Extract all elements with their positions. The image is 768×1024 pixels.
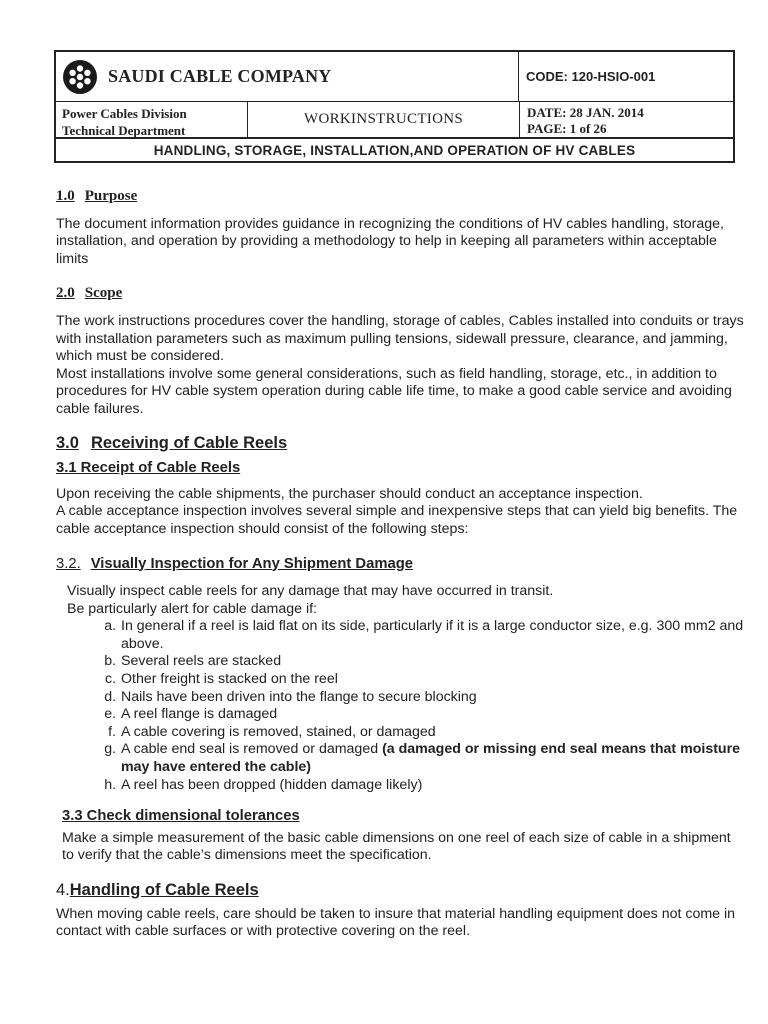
section-number: 3.0 — [56, 433, 79, 452]
section-receiving-heading — [56, 435, 746, 453]
subsection-visual-heading — [56, 556, 746, 574]
section-purpose-heading — [56, 188, 746, 206]
list-item: g. A cable end seal is removed or damaged (a damaged or missing end seal means that moisture may have entered the cable) — [120, 741, 746, 776]
section-title: Handling of Cable Reels — [69, 881, 259, 899]
section-number: 1.0 — [56, 188, 75, 204]
visual-intro: Visually inspect cable reels for any damage that may have occurred in transit. — [67, 583, 554, 600]
section-title: Receiving of Cable Reels — [90, 433, 288, 452]
section-title: Visually Inspection for Any Shipment Damage — [90, 555, 414, 572]
document-header — [54, 50, 735, 163]
visual-inspection-block — [56, 583, 746, 618]
document-code: CODE: 120-HSIO-001 — [526, 69, 656, 84]
document-type: WORKINSTRUCTIONS — [248, 102, 520, 137]
scope-paragraph: Most installations involve some general considerations, such as field handling, storage, etc., in addition to procedures for HV cable system operation during cable life time, to make a good cable service and avoiding cable failures. — [56, 365, 732, 417]
damage-checklist — [56, 618, 746, 794]
section-title: Scope — [84, 285, 123, 302]
list-item: e. A reel flange is damaged — [120, 706, 746, 724]
list-item: b. Several reels are stacked — [120, 653, 746, 671]
list-item: f. A cable covering is removed, stained, or damaged — [120, 724, 746, 742]
list-item-emphasis: (a damaged or missing end seal means that moisture may have entered the cable) — [121, 741, 741, 776]
date-page-cell — [520, 102, 733, 137]
receipt-paragraph: A cable acceptance inspection involves several simple and inexpensive steps that can yield big benefits. The cable acceptance inspection should consist of the following steps: — [56, 503, 738, 537]
division-name: Power Cables Division — [62, 106, 187, 121]
section-handling-heading — [56, 882, 746, 900]
page-number: PAGE: 1 of 26 — [527, 121, 607, 136]
department-name: Technical Department — [62, 123, 186, 138]
list-item: c. Other freight is stacked on the reel — [120, 671, 746, 689]
visual-intro: Be particularly alert for cable damage if: — [67, 600, 317, 617]
saudi-cable-logo-icon — [62, 59, 98, 95]
section-number: 2.0 — [56, 285, 75, 302]
list-item: d. Nails have been driven into the flange to secure blocking — [120, 689, 746, 707]
section-title: Purpose — [84, 188, 138, 204]
receipt-paragraph: Upon receiving the cable shipments, the purchaser should conduct an acceptance inspection. — [56, 485, 643, 502]
dimensional-paragraph: Make a simple measurement of the basic cable dimensions on one reel of each size of cable in a shipment to verify that the cable’s dimensions meet the specification. — [62, 829, 731, 864]
section-number: 3.2. — [56, 555, 81, 572]
list-item: a. In general if a reel is laid flat on its side, particularly if it is a large conductor size, e.g. 300 mm2 and above. — [120, 618, 746, 653]
list-item: h. A reel has been dropped (hidden damage likely) — [120, 777, 746, 795]
section-number: 4. — [56, 881, 70, 899]
division-cell — [56, 102, 248, 137]
document-title: HANDLING, STORAGE, INSTALLATION,AND OPERATION OF HV CABLES — [153, 142, 636, 158]
section-scope-heading — [56, 285, 746, 303]
purpose-paragraph: The document information provides guidance in recognizing the conditions of HV cables handling, storage, installation, and operation by providing a methodology to help in keeping all parameters within acceptable limits — [56, 215, 725, 267]
subsection-dimensional-heading: 3.3 Check dimensional tolerances — [62, 808, 300, 825]
company-name: SAUDI CABLE COMPANY — [108, 66, 332, 86]
company-cell — [56, 52, 519, 101]
document-date: DATE: 28 JAN. 2014 — [527, 105, 644, 120]
document-body — [56, 185, 746, 941]
scope-paragraph: The work instructions procedures cover the handling, storage of cables, Cables installed into conduits or trays with installation parameters such as maximum pulling tensions, sidewall pressure, clearance, and jamming, which must be considered. — [56, 312, 744, 365]
subsection-receipt-heading: 3.1 Receipt of Cable Reels — [56, 460, 241, 477]
handling-paragraph: When moving cable reels, care should be taken to insure that material handling equipment does not come in contact with cable surfaces or with protective covering on the reel. — [56, 905, 736, 940]
